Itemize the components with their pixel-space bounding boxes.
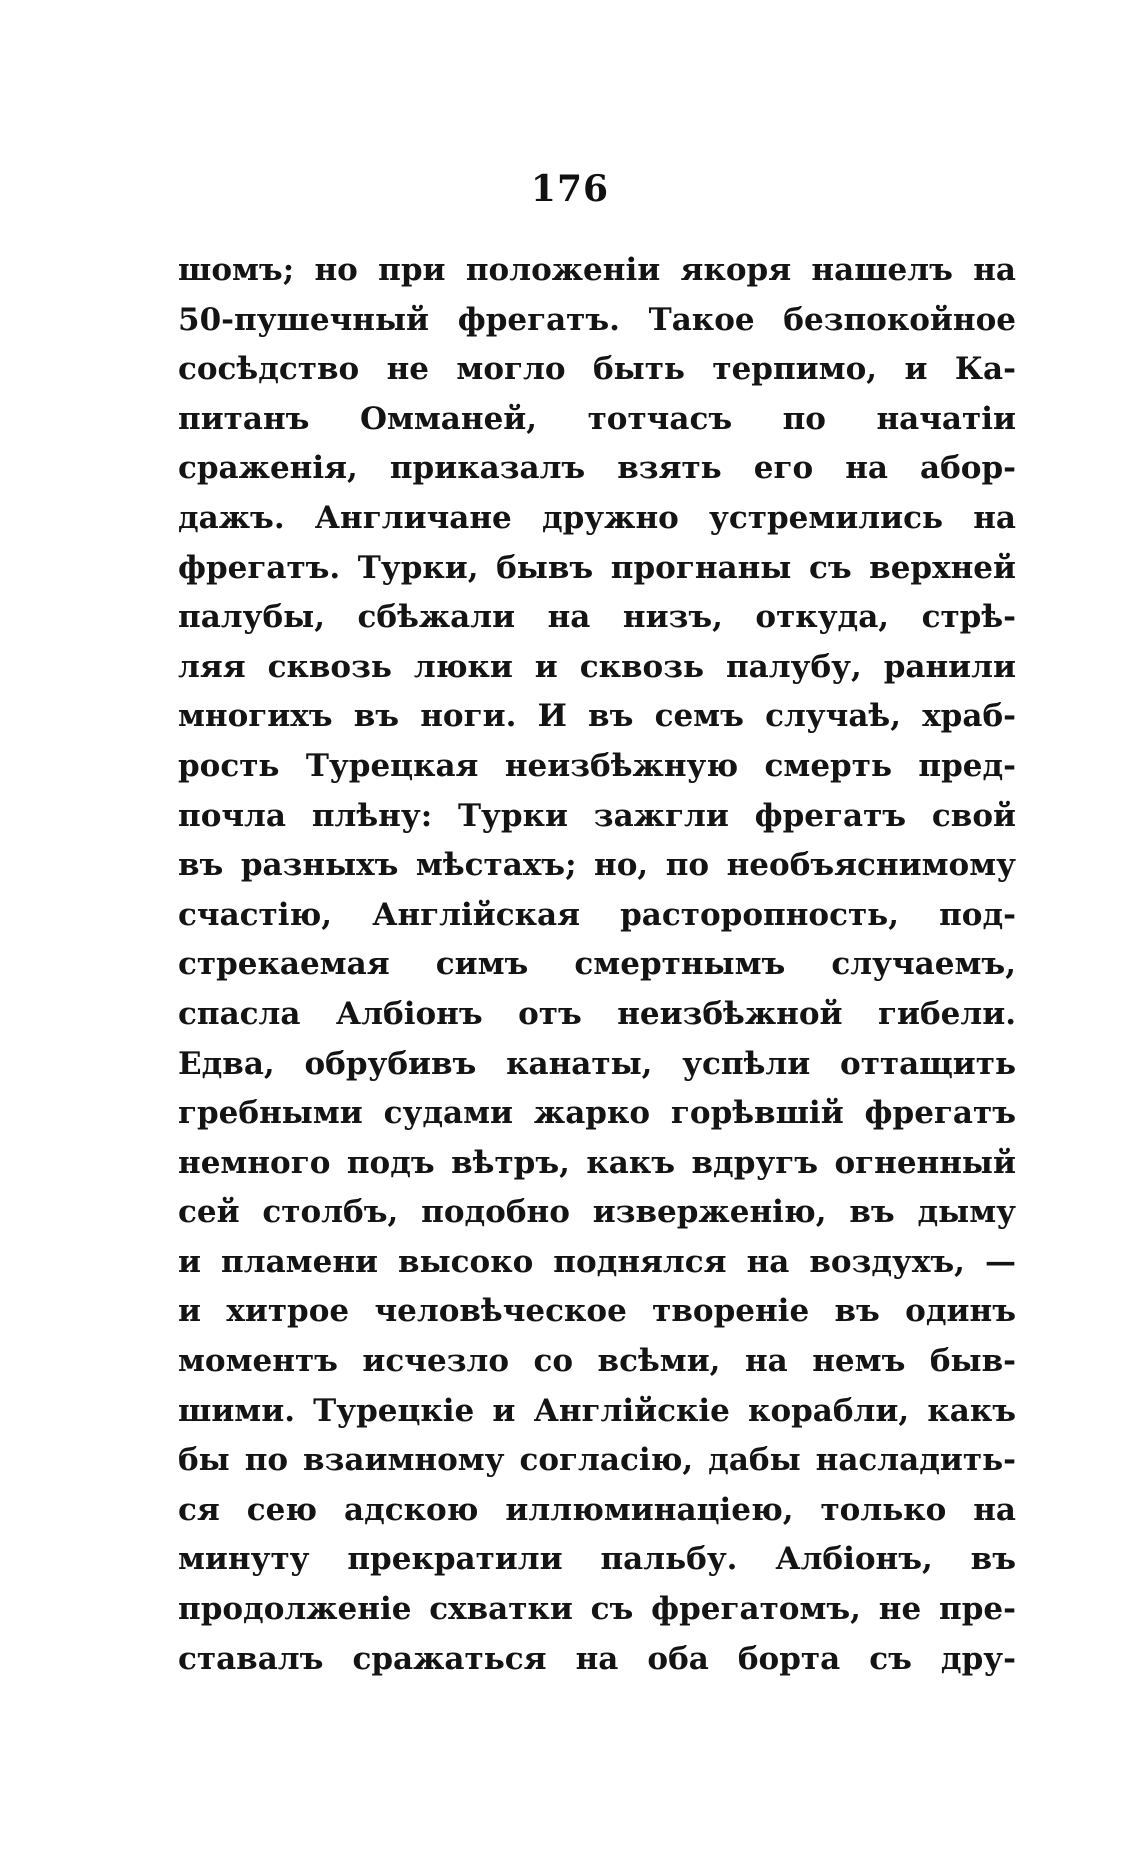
text-line: и пламени высоко поднялся на воздухъ, — (178, 1243, 1016, 1280)
text-line: сраженія, приказалъ взять его на абор- (178, 450, 1016, 487)
text-line: фрегатъ. Турки, бывъ прогнаны съ верхней (178, 549, 1016, 586)
text-line: ляя сквозь люки и сквозь палубу, ранили (178, 648, 1016, 685)
text-line: стрекаемая симъ смертнымъ случаемъ, (178, 946, 1016, 983)
text-line: продолженіе схватки съ фрегатомъ, не пре- (178, 1591, 1016, 1628)
text-line: сей столбъ, подобно изверженію, въ дыму (178, 1194, 1016, 1231)
text-line: и хитрое человѣческое твореніе въ одинъ (178, 1293, 1016, 1330)
text-line: рость Турецкая неизбѣжную смерть пред- (178, 747, 1016, 784)
text-line: счастію, Англійская расторопность, под- (178, 896, 1016, 933)
text-line: гребными судами жарко горѣвшій фрегатъ (178, 1095, 1016, 1132)
text-line: Едва, обрубивъ канаты, успѣли оттащить (178, 1045, 1016, 1082)
body-text (178, 246, 1016, 1684)
text-line: дажъ. Англичане дружно устремились на (178, 499, 1016, 536)
text-line: ставалъ сражаться на оба борта съ дру- (178, 1640, 1016, 1677)
text-line: шомъ; но при положеніи якоря нашелъ на (178, 252, 1016, 288)
text-line: 50-пушечный фрегатъ. Такое безпокойное (178, 301, 1016, 338)
text-line: многихъ въ ноги. И въ семъ случаѣ, храб- (178, 698, 1016, 735)
text-line: бы по взаимному согласію, дабы насладить- (178, 1442, 1016, 1479)
text-line: въ разныхъ мѣстахъ; но, по необъяснимому (178, 847, 1016, 884)
text-line: палубы, сбѣжали на низъ, откуда, стрѣ- (178, 599, 1016, 636)
text-line: ся сею адскою иллюминаціею, только на (178, 1491, 1016, 1528)
page-number: 176 (530, 168, 610, 210)
text-line: немного подъ вѣтръ, какъ вдругъ огненный (178, 1144, 1016, 1181)
text-line: питанъ Омманей, тотчасъ по начатіи (178, 400, 1016, 437)
text-line: моментъ исчезло со всѣми, на немъ быв- (178, 1343, 1016, 1380)
text-line: спасла Албіонъ отъ неизбѣжной гибели. (178, 995, 1016, 1032)
text-line: почла плѣну: Турки зажгли фрегатъ свой (178, 797, 1016, 834)
text-line: шими. Турецкіе и Англійскіе корабли, какъ (178, 1392, 1016, 1429)
text-line: сосѣдство не могло быть терпимо, и Ка- (178, 351, 1016, 388)
text-line: минуту прекратили пальбу. Албіонъ, въ (178, 1541, 1016, 1578)
